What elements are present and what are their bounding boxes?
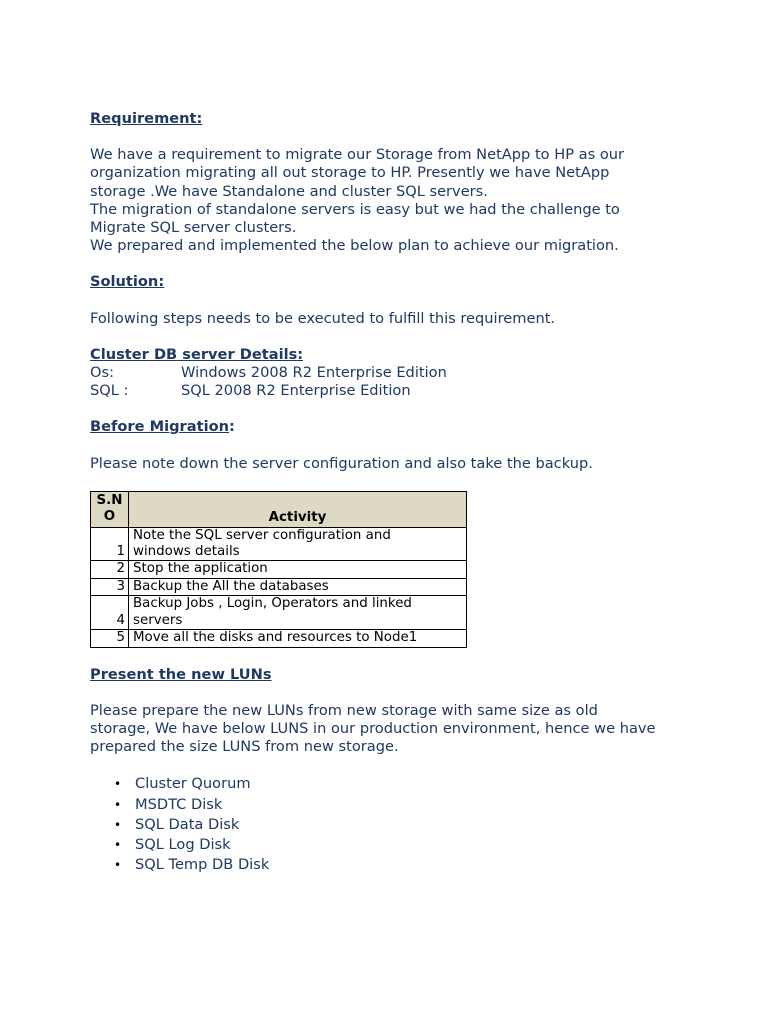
sno-cell: 4 (91, 596, 129, 630)
sno-cell: 2 (91, 561, 129, 578)
list-item-label: MSDTC Disk (135, 795, 223, 813)
activity-cell: Stop the application (129, 561, 467, 578)
activity-line: servers (133, 612, 183, 628)
luns-list (90, 774, 690, 875)
bullet-icon: • (114, 858, 122, 873)
sql-row (90, 382, 690, 400)
list-item-label: SQL Data Disk (135, 815, 240, 833)
table-row (91, 561, 467, 578)
activity-cell (129, 596, 467, 630)
before-migration-heading: Before Migration (90, 418, 229, 436)
present-line: prepared the size LUNS from new storage. (90, 738, 399, 756)
before-migration-text: Please note down the server configuration and also take the backup. (90, 454, 593, 472)
activity-table-header (91, 491, 467, 527)
before-migration-colon: : (228, 418, 235, 436)
activity-table (90, 491, 467, 648)
requirement-line: We prepared and implemented the below plan to achieve our migration. (90, 237, 619, 255)
solution-text: Following steps needs to be executed to fulfill this requirement. (90, 309, 556, 327)
table-row (91, 630, 467, 647)
sno-cell: 5 (91, 630, 129, 647)
table-row (91, 578, 467, 595)
sno-header-line: O (103, 509, 116, 525)
activity-cell: Move all the disks and resources to Node1 (129, 630, 467, 647)
requirement-heading: Requirement: (90, 110, 203, 127)
list-item-label: Cluster Quorum (135, 775, 251, 793)
present-luns-paragraph (90, 702, 690, 757)
cluster-details-heading: Cluster DB server Details: (90, 345, 304, 363)
os-value: Windows 2008 R2 Enterprise Edition (181, 364, 447, 382)
before-migration-heading-line (90, 418, 690, 436)
list-item (114, 795, 690, 815)
activity-line: windows details (133, 544, 240, 560)
requirement-line: The migration of standalone servers is easy but we had the challenge to (90, 200, 620, 218)
activity-cell: Backup the All the databases (129, 578, 467, 595)
list-item (114, 855, 690, 875)
requirement-line: organization migrating all out storage to HP. Presently we have NetApp (90, 164, 610, 182)
activity-cell (129, 527, 467, 561)
bullet-icon: • (114, 837, 122, 852)
requirement-line: We have a requirement to migrate our Storage from NetApp to HP as our (90, 146, 625, 164)
sno-cell: 1 (91, 527, 129, 561)
sql-value: SQL 2008 R2 Enterprise Edition (181, 382, 411, 400)
bullet-icon: • (114, 797, 122, 812)
list-item-label: SQL Log Disk (135, 835, 231, 853)
list-item (114, 815, 690, 835)
activity-header: Activity (129, 491, 467, 527)
list-item (114, 835, 690, 855)
present-line: storage, We have below LUNS in our production environment, hence we have (90, 719, 656, 737)
requirement-line: Migrate SQL server clusters. (90, 219, 297, 237)
sql-label: SQL : (90, 382, 129, 400)
present-line: Please prepare the new LUNs from new storage with same size as old (90, 701, 598, 719)
list-item (114, 774, 690, 794)
sno-cell: 3 (91, 578, 129, 595)
os-label: Os: (90, 364, 115, 382)
os-row (90, 364, 690, 382)
document-page (90, 110, 690, 875)
sno-header (91, 491, 129, 527)
solution-heading: Solution: (90, 273, 165, 291)
bullet-icon: • (114, 817, 122, 832)
table-row (91, 527, 467, 561)
bullet-icon: • (114, 777, 122, 792)
activity-line: Backup Jobs , Login, Operators and linked (133, 596, 412, 612)
requirement-paragraph (90, 146, 690, 255)
list-item-label: SQL Temp DB Disk (135, 856, 270, 874)
sno-header-line: S.N (96, 492, 123, 508)
present-luns-heading: Present the new LUNs (90, 665, 272, 683)
table-row (91, 596, 467, 630)
activity-line: Note the SQL server configuration and (133, 527, 391, 543)
requirement-line: storage .We have Standalone and cluster SQL servers. (90, 182, 488, 200)
